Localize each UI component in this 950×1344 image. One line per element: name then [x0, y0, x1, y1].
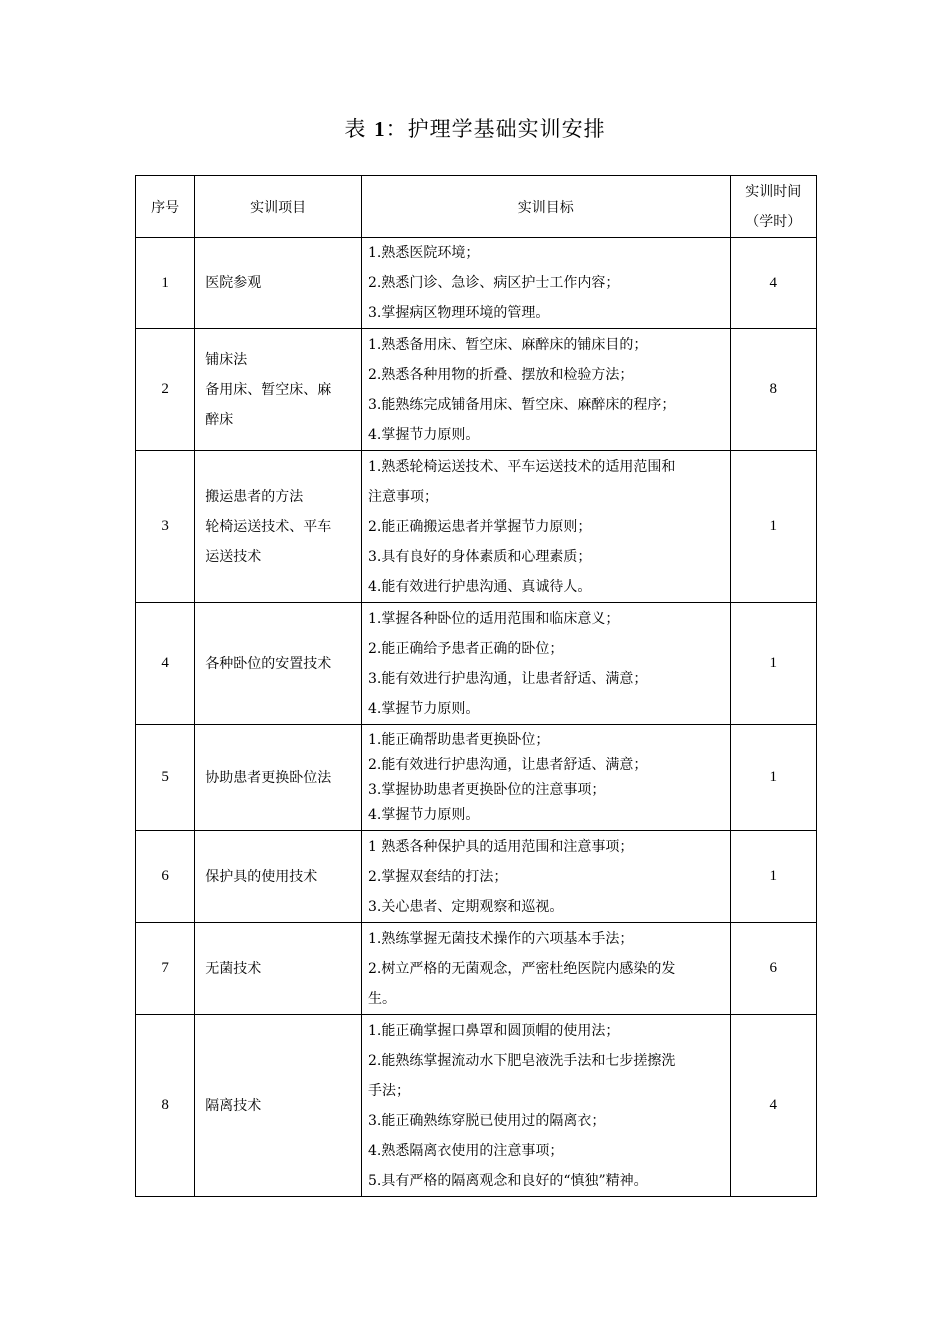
row-goals — [361, 603, 730, 725]
item-line: 搬运患者的方法 — [205, 488, 304, 505]
item-line: 备用床、暂空床、麻 — [205, 381, 332, 398]
row-hours: 6 — [730, 923, 816, 1015]
goal-line: 4.能有效进行护患沟通、真诚待人。 — [367, 578, 592, 595]
goal-line: 1.熟悉医院环境； — [367, 245, 480, 261]
header-seq: 序号 — [136, 176, 195, 238]
goal-line: 3.关心患者、定期观察和巡视。 — [367, 898, 564, 915]
row-goals — [361, 451, 730, 603]
item-line: 医院参观 — [205, 275, 262, 291]
goal-line: 3.具有良好的身体素质和心理素质； — [367, 548, 592, 565]
row-goals — [361, 725, 730, 831]
goal-line: 3.能正确熟练穿脱已使用过的隔离衣； — [367, 1112, 606, 1129]
goal-line: 2.熟悉门诊、急诊、病区护士工作内容； — [367, 275, 620, 291]
row-hours: 1 — [730, 603, 816, 725]
item-line: 隔离技术 — [205, 1097, 262, 1114]
row-hours: 1 — [730, 725, 816, 831]
header-item: 实训项目 — [195, 176, 362, 238]
row-seq: 7 — [136, 923, 195, 1015]
row-hours: 8 — [730, 329, 816, 451]
table-row — [136, 238, 817, 329]
goal-line: 2.熟悉各种用物的折叠、摆放和检验方法； — [367, 366, 634, 383]
goal-line: 生。 — [367, 990, 396, 1007]
row-item — [195, 603, 362, 725]
row-seq: 1 — [136, 238, 195, 329]
row-goals — [361, 238, 730, 329]
item-line: 协助患者更换卧位法 — [205, 769, 332, 786]
title-number: 1 — [374, 117, 386, 141]
header-hours-line2: （学时） — [745, 213, 802, 230]
goal-line: 注意事项； — [367, 488, 438, 505]
goal-line: 3.掌握协助患者更换卧位的注意事项； — [367, 781, 606, 798]
row-item — [195, 329, 362, 451]
title-text: ：护理学基础实训安排 — [385, 117, 606, 141]
row-item — [195, 923, 362, 1015]
item-line: 各种卧位的安置技术 — [205, 655, 332, 672]
table-row — [136, 329, 817, 451]
row-seq: 6 — [136, 831, 195, 923]
row-goals — [361, 329, 730, 451]
row-item — [195, 725, 362, 831]
table-row — [136, 831, 817, 923]
row-hours: 1 — [730, 451, 816, 603]
row-seq: 5 — [136, 725, 195, 831]
header-goal: 实训目标 — [361, 176, 730, 238]
row-seq: 3 — [136, 451, 195, 603]
row-item — [195, 831, 362, 923]
goal-line: 1.熟悉备用床、暂空床、麻醉床的铺床目的； — [367, 336, 648, 353]
goal-line: 3.能有效进行护患沟通，让患者舒适、满意； — [367, 670, 648, 687]
row-item — [195, 238, 362, 329]
table-row — [136, 603, 817, 725]
goal-line: 3.能熟练完成铺备用床、暂空床、麻醉床的程序； — [367, 396, 676, 413]
goal-line: 2.能熟练掌握流动水下肥皂液洗手法和七步搓擦洗 — [367, 1052, 676, 1069]
goal-line: 2.能有效进行护患沟通，让患者舒适、满意； — [367, 756, 648, 773]
row-item — [195, 451, 362, 603]
goal-line: 3.掌握病区物理环境的管理。 — [367, 305, 550, 321]
training-schedule-table — [135, 175, 817, 1197]
table-row — [136, 923, 817, 1015]
row-hours: 1 — [730, 831, 816, 923]
row-seq: 2 — [136, 329, 195, 451]
goal-line: 1.能正确掌握口鼻罩和圆顶帽的使用法； — [367, 1022, 620, 1039]
goal-line: 2.掌握双套结的打法； — [367, 868, 508, 885]
goal-line: 4.掌握节力原则。 — [367, 700, 480, 717]
item-line: 保护具的使用技术 — [205, 868, 318, 885]
row-goals — [361, 831, 730, 923]
row-hours: 4 — [730, 1015, 816, 1197]
item-line: 醉床 — [205, 411, 234, 428]
goal-line: 手法； — [367, 1082, 410, 1099]
row-hours: 4 — [730, 238, 816, 329]
goal-line: 1.熟练掌握无菌技术操作的六项基本手法； — [367, 930, 634, 947]
header-hours-line1: 实训时间 — [745, 183, 802, 200]
goal-line: 2.树立严格的无菌观念，严密杜绝医院内感染的发 — [367, 960, 676, 977]
goal-line: 2.能正确搬运患者并掌握节力原则； — [367, 518, 592, 535]
row-goals — [361, 1015, 730, 1197]
header-row — [136, 176, 817, 238]
table-row — [136, 451, 817, 603]
title-prefix: 表 — [344, 117, 367, 141]
table-row — [136, 725, 817, 831]
goal-line: 5.具有严格的隔离观念和良好的“慎独”精神。 — [367, 1172, 648, 1189]
goal-line: 1.掌握各种卧位的适用范围和临床意义； — [367, 610, 620, 627]
header-hours — [730, 176, 816, 238]
page-title — [0, 113, 950, 143]
table-body — [136, 238, 817, 1197]
row-seq: 8 — [136, 1015, 195, 1197]
goal-line: 1.熟悉轮椅运送技术、平车运送技术的适用范围和 — [367, 458, 676, 475]
item-line: 运送技术 — [205, 548, 262, 565]
goal-line: 4.掌握节力原则。 — [367, 426, 480, 443]
item-line: 无菌技术 — [205, 960, 262, 977]
goal-line: 2.能正确给予患者正确的卧位； — [367, 640, 564, 657]
row-seq: 4 — [136, 603, 195, 725]
row-item — [195, 1015, 362, 1197]
table-row — [136, 1015, 817, 1197]
goal-line: 1.能正确帮助患者更换卧位； — [367, 731, 550, 748]
item-line: 轮椅运送技术、平车 — [205, 518, 332, 535]
goal-line: 1 熟悉各种保护具的适用范围和注意事项； — [367, 838, 634, 855]
item-line: 铺床法 — [205, 351, 248, 368]
goal-line: 4.掌握节力原则。 — [367, 806, 480, 823]
goal-line: 4.熟悉隔离衣使用的注意事项； — [367, 1142, 564, 1159]
row-goals — [361, 923, 730, 1015]
